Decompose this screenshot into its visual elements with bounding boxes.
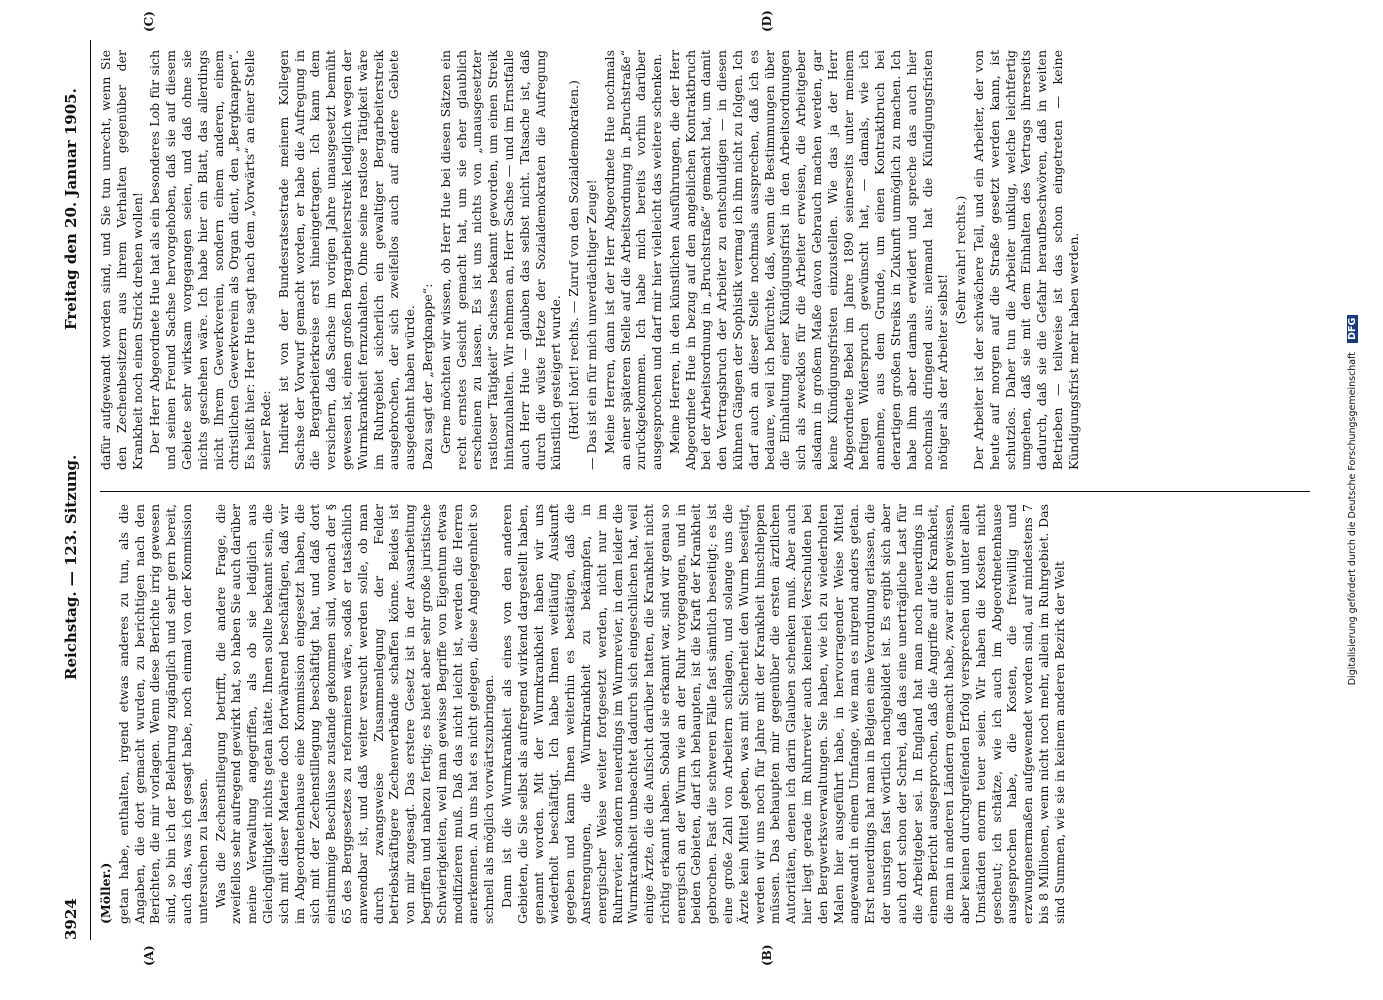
interjection: (Hört! hört! rechts. — Zuruf von den Sozialdemokraten.) (566, 80, 582, 440)
paragraph: Was die Zechenstillegung betrifft, die andere Frage, die zweifellos sehr aufregend gewirkt hat, so haben Sie auch darüber meine Verwaltung angegriffen, als ob sie lediglich aus Gleichgültigkeit nichts getan hätte. Ihnen sollte bekannt sein, die sich mit dieser Materie doch fortwährend beschäftigen, daß wir im Abgeordnetenhause eine Kommission eingesetzt haben, die sich mit der Zechenstillegung beschäftigt hat, und daß dort einstimmige Beschlüsse zustande gekommen sind, wonach der § 65 des Berggesetzes zu reformieren wäre, sodaß er tatsächlich anwendbar ist, und daß weiter versucht werden solle, ob man durch zwangsweise Zusammenlegung der Felder betriebskräftigere Zechenverbände schaffen könne. Beides ist von mir zugesagt. Das erstere Gesetz ist in der Ausarbeitung begriffen und nahezu fertig; es bietet aber sehr große juristische Schwierigkeiten, weil man gewisse Begriffe von Eigentum etwas modifizieren muß. Daß das nicht leicht ist, werden die Herren anerkennen. An uns hat es nicht gelegen, diese Angelegenheit so schnell als möglich vorwärtszubringen. (212, 504, 497, 924)
page-date: Freitag den 20. Januar 1905. (62, 88, 80, 330)
left-column (98, 504, 1318, 924)
page-title: Reichstag. — 123. Sitzung. (62, 454, 80, 680)
paragraph: getan habe, enthalten, irgend etwas anderes zu tun, als die Angaben, die dort gemacht wurden, zu berichtigen nach den Berichten, die mir vorlagen. Wenn diese Berichte irrig gewesen sind, so bin ich der Belehrung zugänglich und sehr gern bereit, auch das, was ich gesagt habe, noch einmal von der Kommission untersuchen zu lassen. (115, 504, 210, 924)
quote-paragraph: Indirekt ist von der Bundesratsestrade meinem Kollegen Sachse der Vorwurf gemacht worden, er habe die Aufregung in die Bergarbeiterkreise erst hineingetragen. Ich kann dem versichern, daß Sachse im vorigen Jahre unausgesetzt bemüht gewesen ist, einen großen Bergarbeiterstreik lediglich wegen der Wurmkrankheit fernzuhalten. Ohne seine rastlose Tätigkeit wäre im Ruhrgebiet sicherlich ein gewaltiger Bergarbeiterstreik ausgebrochen, der sich zweifellos auch auf andere Gebiete ausgedehnt haben würde. (275, 50, 418, 470)
paragraph: Der Herr Abgeordnete Hue hat als ein besonderes Lob für sich und seinen Freund Sachse hervorgehoben, daß sie auf diesem Gebiete sehr wirksam vorgegangen seien, und daß ohne sie nichts geschehen wäre. Ich habe hier ein Blatt, das allerdings nicht Ihrem Gewerkverein, sondern einem anderen, einem christlichen Gewerkverein als Organ dient, den „Bergknappen“. Es heißt hier: Herr Hue sagt nach dem „Vorwärts“ an einer Stelle seiner Rede: (147, 50, 273, 470)
credit-text: Digitalisierung gefördert durch die Deutsche Forschungsgemeinschaft (1347, 351, 1358, 686)
document-page (60, 10, 1330, 966)
interjection: (Sehr wahr! rechts.) (953, 195, 969, 325)
page-header (60, 40, 86, 940)
paragraph: Dann ist die Wurmkrankheit als eines von den anderen Gebieten, die Sie selbst als aufregend wirkend dargestellt haben, genannt worden. Mit der Wurmkrankheit haben wir uns wiederholt beschäftigt. Ich habe Ihnen weitläufig Auskunft gegeben und kann Ihnen weiterhin es bestätigen, daß die Anstrengungen, die Wurmkrankheit zu bekämpfen, in energischer Weise weiter fortgesetzt werden, nicht nur im Ruhrrevier, sondern neuerdings im Wurmrevier, in dem leider die Wurmkrankheit unbeachtet dadurch sich eingeschlichen hat, weil einige Ärzte, die die Aufsicht darüber hatten, die Krankheit nicht richtig erkannt haben. Sobald sie erkannt war, sind wir genau so energisch an der Wurm wie an der Ruhr vorgegangen, und in beiden Gebieten, darf ich behaupten, ist die Kraft der Krankheit gebrochen. Fast die schweren Fälle fast sämtlich beseitigt; es ist eine große Zahl von Arbeitern schlagen, und solange uns die Ärzte kein Mittel geben, was mit Sicherheit den Wurm beseitigt, werden wir uns noch für Jahre mit der Krankheit hinschleppen müssen. Das behaupten mir gegenüber die ersten ärztlichen Autoritäten, denen ich darin Glauben schenken muß. Aber auch hier liegt gerade im Ruhrrevier auch keinerlei Verschulden bei den Bergwerksverwaltungen. Sie haben, wie ich zu wiederholten Malen hier ausgeführt habe, in hervorragender Weise Mittel angewandt in einem Umfange, wie man es nirgend anders getan. Erst neuerdings hat man in Belgien eine Verordnung erlassen, die der unsrigen fast wörtlich nachgebildet ist. Es ergibt sich aber auch dort schon der Schrei, daß das eine unerträgliche Last für die Arbeitgeber sei. In England hat man noch neuerdings in einem Bericht ausgesprochen, daß die Angriffe auf die Krankheit, die man in anderen Ländern gemacht habe, zwar einen gewissen, aber keinen durchgreifenden Erfolg versprechen und unter allen Umständen enorm teuer seien. Wir haben die Kosten nicht gescheut; ich schätze, wie ich auch im Abgeordnetenhause ausgesprochen habe, die Kosten, die freiwillig und erzwungenermaßen aufgewendet worden sind, auf mindestens 7 bis 8 Millionen, wenn nicht noch mehr, allein im Ruhrgebiet. Das sind Summen, wie sie in keinem anderen Bezirk der Welt (498, 504, 1067, 924)
margin-marker-a: (A) (142, 945, 156, 966)
paragraph: Meine Herren, dann ist der Herr Abgeordnete Hue nochmals an einer späteren Stelle auf die Arbeitsordnung in „Bruchstraße“ zurückgekommen. Ich habe mich bereits vorhin darüber ausgesprochen und darf mir hier vielleicht das weitere schenken. (601, 50, 665, 470)
margin-marker-d: (D) (760, 10, 774, 32)
paragraph: — Das ist ein für mich unverdächtiger Zeuge! (583, 179, 599, 470)
speaker-label: (Möller.) (98, 862, 113, 924)
column-divider (100, 491, 1310, 492)
digitization-credit (1347, 5, 1361, 995)
right-column (98, 50, 1318, 470)
header-rule (90, 40, 91, 940)
page-number: 3924 (62, 898, 80, 940)
margin-marker-b: (B) (760, 944, 774, 966)
margin-marker-c: (C) (142, 11, 156, 32)
paragraph: Meine Herren, in den künstlichen Ausführungen, die der Herr Abgeordnete Hue in bezug auf den angeblichen Kontraktbruch bei der Arbeitsordnung in „Bruchstraße“ gemacht hat, um damit den Vertragsbruch der Arbeiter zu entschuldigen — in diesen kühnen Gängen der Sophistik vermag ich ihm nicht zu folgen. Ich darf auch an dieser Stelle nochmals aussprechen, daß ich es bedaure, weil ich befürchte, daß, wenn die Bestimmungen über die Einhaltung einer Kündigungsfrist in den Arbeitsordnungen sich als zwecklos für die Arbeiter erweisen, die Arbeitgeber alsdann in großem Maße davon Gebrauch machen werden, gar keine Kündigungsfristen einzustellen. Wie das ja der Herr Abgeordnete Bebel im Jahre 1890 seinerseits unter meinem heftigen Widerspruch gewünscht hat, — damals, wie ich annehme, aus dem Grunde, um einen Kontraktbruch bei derartigen großen Streiks in Zukunft unmöglich zu machen. Ich habe ihm aber damals erwidert und spreche das auch hier nochmals dringend aus: niemand hat die Kündigungsfristen nötiger als der Arbeiter selbst! (666, 50, 951, 470)
paragraph: Dazu sagt der „Bergknappe“: (419, 283, 435, 470)
quote-paragraph: Gerne möchten wir wissen, ob Herr Hue bei diesen Sätzen ein recht ernstes Gesicht gemacht hat, um sie eher glaublich erscheinen zu lassen. Es ist uns nichts von „unausgesetzter rastloser Tätigkeit“ Sachses bekannt geworden, um einen Streik hintanzuhalten. Wir nehmen an, Herr Sachse — und im Ernstfalle auch Herr Hue — glauben das selbst nicht. Tatsache ist, daß durch die wüste Hetze der Sozialdemokraten die Aufregung künstlich gesteigert wurde. (437, 50, 564, 470)
paragraph: Der Arbeiter ist der schwächere Teil, und ein Arbeiter, der von heute auf morgen auf die Straße gesetzt werden kann, ist schutzlos. Daher tun die Arbeiter unklug, welche leichtfertig umgehen, daß sie mit dem Einhalten des Vertrags ihrerseits dadurch, daß sie die Gefahr heraufbeschwören, daß in weiten Betrieben — teilweise ist das schon eingetreten — keine Kündigungsfrist mehr haben werden. (971, 50, 1081, 470)
paragraph: dafür aufgewandt worden sind, und Sie tun unrecht, wenn Sie den Zechenbesitzern aus ihrem Verhalten gegenüber der Krankheit noch einen Strick drehen wollen! (98, 50, 145, 470)
dfg-logo: DFG (1347, 315, 1358, 343)
